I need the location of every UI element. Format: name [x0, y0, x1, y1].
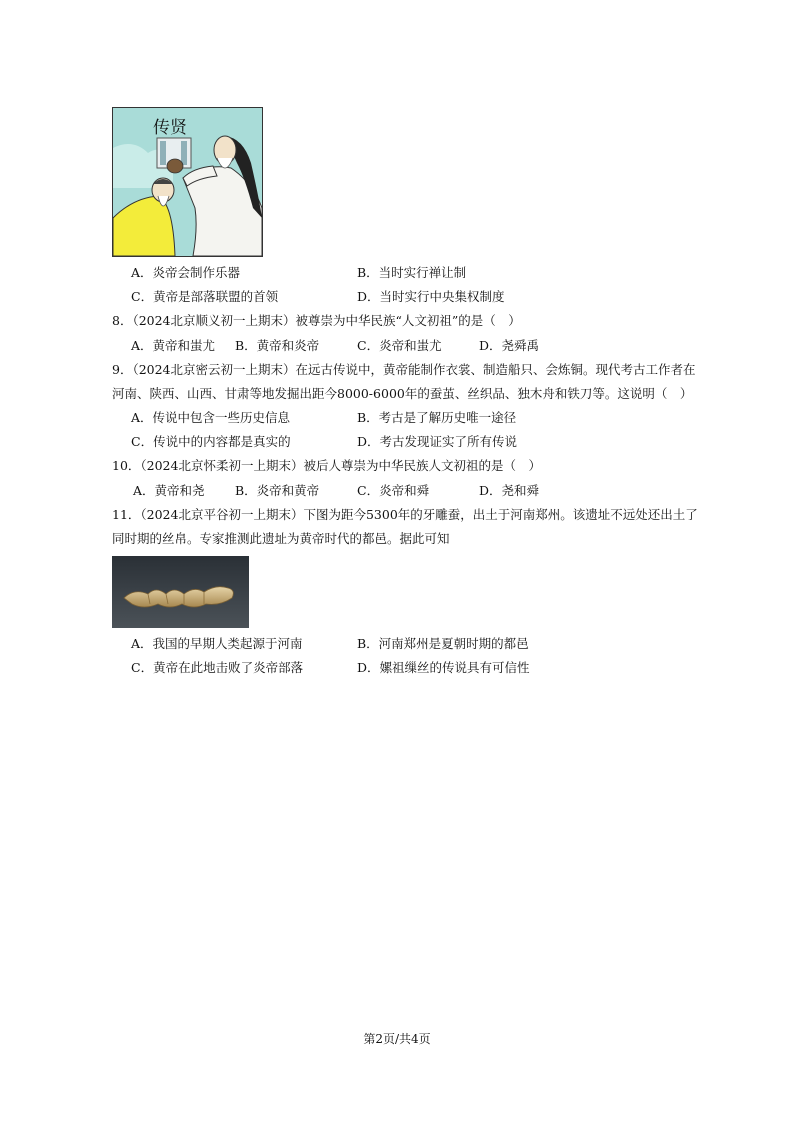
q10-option-c[interactable]: C．炎帝和舜 — [357, 483, 430, 498]
q8-option-b[interactable]: B．黄帝和炎帝 — [235, 338, 320, 353]
q8-option-c[interactable]: C．炎帝和蚩尤 — [357, 338, 442, 353]
q9-stem-line2: 河南、陕西、山西、甘肃等地发掘出距今8000-6000年的蚕茧、丝织品、独木舟和铁刀等。这说明（ ） — [112, 386, 693, 401]
q10-stem: 10．（2024北京怀柔初一上期末）被后人尊崇为中华民族人文初祖的是（ ） — [112, 458, 541, 473]
q8-option-a[interactable]: A．黄帝和蚩尤 — [131, 338, 216, 353]
q9-option-d[interactable]: D．考古发现证实了所有传说 — [357, 434, 518, 449]
q11-option-a[interactable]: A．我国的早期人类起源于河南 — [131, 636, 303, 651]
illustration-caption: 传贤 — [153, 118, 187, 138]
q7-option-b[interactable]: B．当时实行禅让制 — [357, 265, 467, 280]
q9-option-b[interactable]: B．考古是了解历史唯一途径 — [357, 410, 517, 425]
q10-option-b[interactable]: B．炎帝和黄帝 — [235, 483, 320, 498]
q9-stem-line1: 9．（2024北京密云初一上期末）在远古传说中，黄帝能制作衣裳、制造船只、会炼铜。现代考古工作者在 — [112, 362, 696, 377]
q7-option-a[interactable]: A．炎帝会制作乐器 — [131, 265, 241, 280]
q7-option-d[interactable]: D．当时实行中央集权制度 — [357, 289, 505, 304]
q11-stem-line2: 同时期的丝帛。专家推测此遗址为黄帝时代的都邑。据此可知 — [112, 531, 450, 546]
photo-ivory-silkworm — [112, 556, 249, 628]
q9-option-c[interactable]: C．传说中的内容都是真实的 — [131, 434, 291, 449]
q8-stem: 8．（2024北京顺义初一上期末）被尊崇为中华民族“人文初祖”的是（ ） — [112, 313, 521, 328]
q11-option-d[interactable]: D．嫘祖缫丝的传说具有可信性 — [357, 660, 530, 675]
q10-option-a[interactable]: A．黄帝和尧 — [133, 483, 205, 498]
q8-option-d[interactable]: D．尧舜禹 — [479, 338, 540, 353]
q11-stem-line1: 11．（2024北京平谷初一上期末）下图为距今5300年的牙雕蚕，出土于河南郑州。该遗址不远处还出土了 — [112, 507, 698, 522]
q11-option-c[interactable]: C．黄帝在此地击败了炎帝部落 — [131, 660, 304, 675]
q10-option-d[interactable]: D．尧和舜 — [479, 483, 540, 498]
page-footer: 第2页/共4页 — [363, 1032, 431, 1046]
ivory-silkworm-drawing — [112, 556, 249, 628]
illustration-chuanxian — [112, 107, 263, 257]
q9-option-a[interactable]: A．传说中包含一些历史信息 — [131, 410, 291, 425]
q11-option-b[interactable]: B．河南郑州是夏朝时期的都邑 — [357, 636, 529, 651]
chuanxian-drawing — [113, 108, 262, 256]
q7-option-c[interactable]: C．黄帝是部落联盟的首领 — [131, 289, 279, 304]
